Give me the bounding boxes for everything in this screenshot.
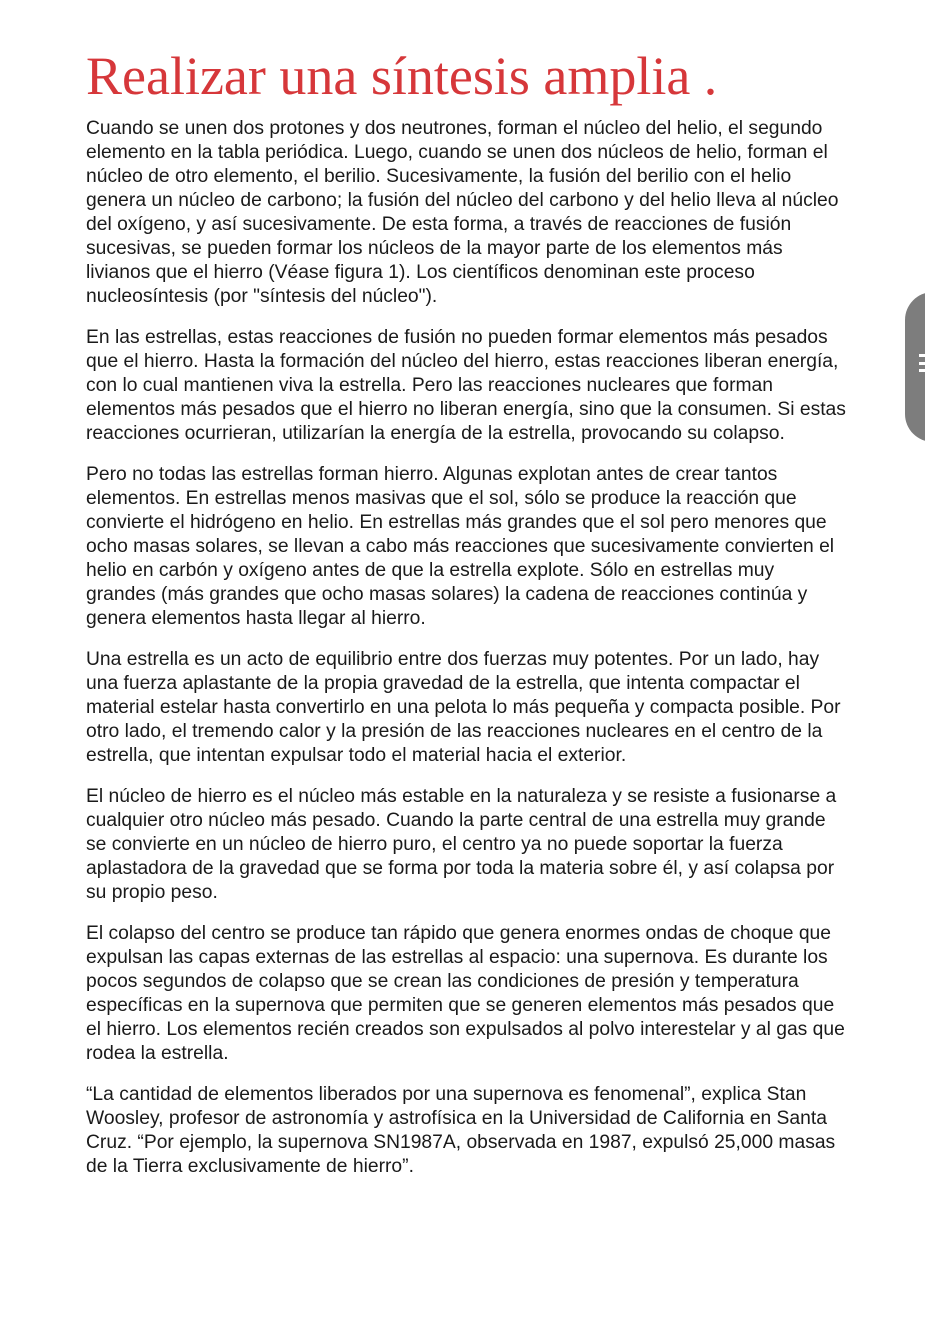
paragraph: Pero no todas las estrellas forman hierro. Algunas explotan antes de crear tantos elementos. En estrellas menos masivas que el sol, sólo se produce la reacción que convierte el hidrógeno en helio. En estrellas más grandes que el sol pero menores que ocho masas solares, se llevan a cabo más reacciones que sucesivamente convierten el helio en carbón y oxígeno antes de que la estrella explote. Sólo en estrellas muy grandes (más grandes que ocho masas solares) la cadena de reacciones continúa y genera elementos hasta llegar al hierro. [86, 464, 835, 629]
paragraph: El núcleo de hierro es el núcleo más estable en la naturaleza y se resiste a fusionarse a cualquier otro núcleo más pesado. Cuando la parte central de una estrella muy grande se convierte en un núcleo de hierro puro, el centro ya no puede soportar la fuerza aplastadora de la gravedad que se forma por toda la materia sobre él, y así colapsa por su propio peso. [86, 786, 837, 903]
body-text [86, 117, 846, 1196]
paragraph: El colapso del centro se produce tan rápido que genera enormes ondas de choque que expulsan las capas externas de las estrellas al espacio: una supernova. Es durante los pocos segundos de colapso que se crean las condiciones de presión y temperatura específicas en la supernova que permiten que se generen elementos más pesados que el hierro. Los elementos recién creados son expulsados al polvo interestelar y al gas que rodea la estrella. [86, 923, 845, 1064]
drag-handle-icon [919, 354, 925, 372]
paragraph: Cuando se unen dos protones y dos neutrones, forman el núcleo del helio, el segundo elemento en la tabla periódica. Luego, cuando se unen dos núcleos de helio, forman el núcleo de otro elemento, el berilio. Sucesivamente, la fusión del berilio con el helio genera un núcleo de carbono; la fusión del núcleo del carbono y del helio lleva al núcleo del oxígeno, y así sucesivamente. De esta forma, a través de reacciones de fusión sucesivas, se pueden formar los núcleos de la mayor parte de los elementos más livianos que el hierro (Véase figura 1). Los científicos denominan este proceso nucleosíntesis (por "síntesis del núcleo"). [86, 118, 839, 307]
paragraph: En las estrellas, estas reacciones de fusión no pueden formar elementos más pesados que el hierro. Hasta la formación del núcleo del hierro, estas reacciones liberan energía, con lo cual mantienen viva la estrella. Pero las reacciones nucleares que forman elementos más pesados que el hierro no liberan energía, sino que la consumen. Si estas reacciones ocurrieran, utilizarían la energía de la estrella, provocando su colapso. [86, 327, 846, 444]
paragraph: “La cantidad de elementos liberados por una supernova es fenomenal”, explica Stan Woosley, profesor de astronomía y astrofísica en la Universidad de California en Santa Cruz. “Por ejemplo, la supernova SN1987A, observada en 1987, expulsó 25,000 masas de la Tierra exclusivamente de hierro”. [86, 1084, 836, 1177]
side-panel-tab[interactable] [905, 292, 925, 442]
paragraph: Una estrella es un acto de equilibrio entre dos fuerzas muy potentes. Por un lado, hay una fuerza aplastante de la propia gravedad de la estrella, que intenta compactar el material estelar hasta convertirlo en una pelota lo más pequeña y compacta posible. Por otro lado, el tremendo calor y la presión de las reacciones nucleares en el centro de la estrella, que intentan expulsar todo el material hacia el exterior. [86, 649, 841, 766]
page-title: Realizar una síntesis amplia . [86, 46, 718, 106]
